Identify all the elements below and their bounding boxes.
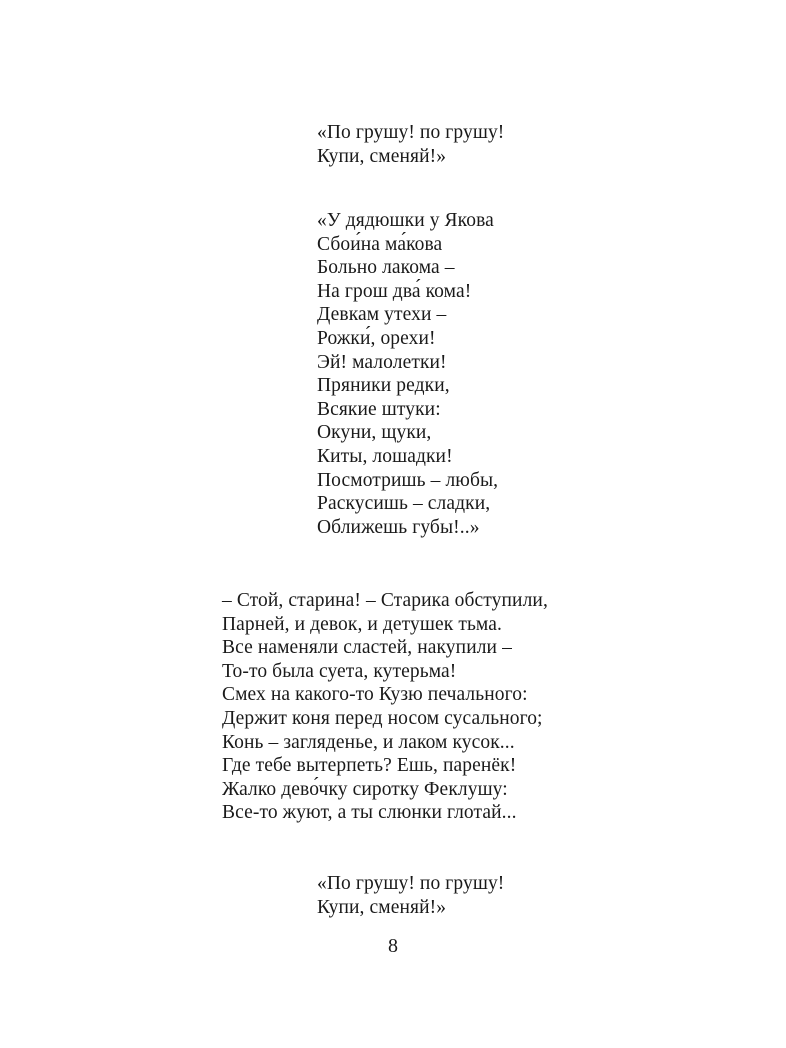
poem-line: Все-то жуют, а ты слюнки глотай...: [222, 802, 517, 824]
poem-line: Раскусишь – сладки,: [317, 493, 491, 515]
vendor-call-stanza: [317, 209, 498, 539]
poem-line: Оближешь губы!..»: [317, 516, 480, 538]
poem-line: Сбои́на ма́кова: [317, 233, 443, 255]
poem-line: «По грушу! по грушу!: [317, 873, 505, 894]
narrative-stanza: [222, 589, 548, 825]
poem-line: Пряники редки,: [317, 375, 450, 397]
poem-line: Окуни, щуки,: [317, 422, 432, 444]
poem-line: То-то была суета, кутерьма!: [222, 660, 457, 682]
poem-line: «По грушу! по грушу!: [317, 122, 505, 143]
poem-line: Жалко дево́чку сиротку Феклушу:: [222, 778, 508, 800]
poem-line: На грош два́ кома!: [317, 280, 472, 302]
poem-line: Смех на какого-то Кузю печального:: [222, 684, 528, 706]
poem-line: Девкам утехи –: [317, 304, 447, 326]
poem-line: Все наменяли сластей, накупили –: [222, 637, 512, 659]
refrain-stanza-top: [317, 121, 504, 168]
poem-line: Киты, лошадки!: [317, 445, 453, 467]
page-number: 8: [388, 935, 398, 957]
poem-line: Конь – загляденье, и лаком кусок...: [222, 731, 515, 753]
poem-line: Эй! малолетки!: [317, 351, 447, 373]
poem-line: Держит коня перед носом сусального;: [222, 707, 543, 729]
poem-line: Рожки́, орехи!: [317, 327, 436, 349]
poem-line: Парней, и девок, и детушек тьма.: [222, 613, 502, 635]
poem-line: «У дядюшки у Якова: [317, 210, 494, 231]
poem-line: Больно лакома –: [317, 257, 455, 279]
poem-line: Всякие штуки:: [317, 398, 441, 420]
poem-line: Купи, сменяй!»: [317, 896, 447, 918]
poem-line: Купи, сменяй!»: [317, 145, 447, 167]
poem-line: Где тебе вытерпеть? Ешь, паренёк!: [222, 755, 517, 777]
poem-line: – Стой, старина! – Старика обступили,: [222, 590, 548, 611]
poem-line: Посмотришь – любы,: [317, 469, 499, 491]
refrain-stanza-bottom: [317, 872, 504, 919]
